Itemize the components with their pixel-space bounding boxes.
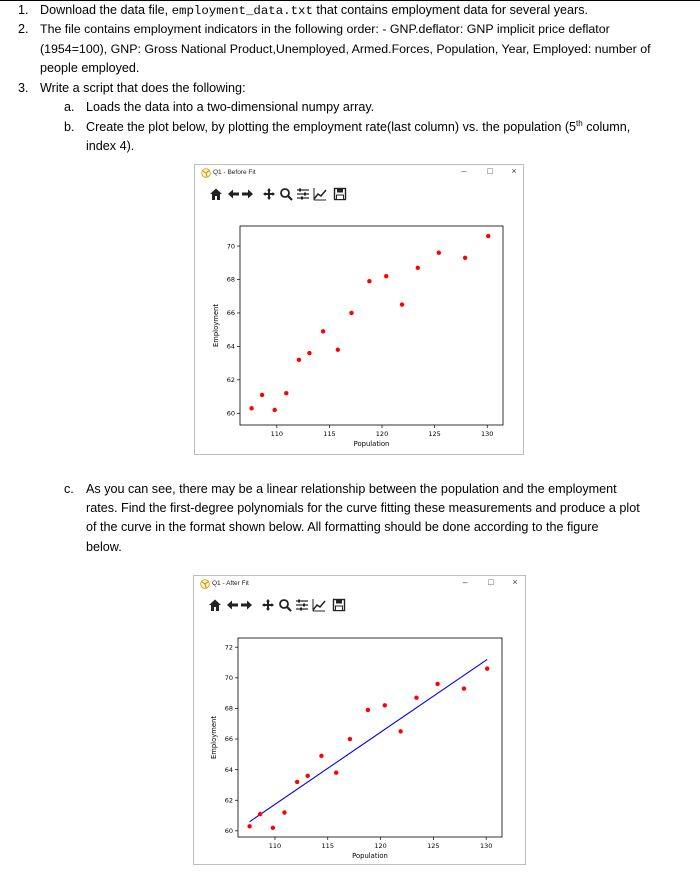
data-point	[486, 234, 490, 238]
x-tick-label: 130	[479, 842, 493, 850]
x-tick-label: 125	[427, 842, 440, 850]
sub-item-c-line-4: below.	[86, 540, 122, 554]
data-point	[463, 256, 467, 260]
data-point	[336, 348, 340, 352]
data-point	[319, 754, 323, 758]
data-point	[462, 686, 466, 690]
data-point	[367, 279, 371, 283]
axes-frame	[240, 226, 503, 425]
x-tick-label: 120	[375, 430, 389, 438]
data-point	[247, 824, 251, 828]
y-axis-label: Employment	[210, 715, 218, 760]
y-tick-label: 64	[226, 342, 235, 351]
y-tick-label: 66	[226, 309, 235, 318]
data-point	[307, 351, 311, 355]
y-tick-label: 66	[224, 735, 233, 744]
x-tick-label: 120	[374, 842, 387, 850]
item-number: 1.	[18, 3, 29, 17]
axes-frame	[238, 638, 502, 837]
x-tick-label: 125	[428, 430, 441, 438]
data-point	[260, 393, 264, 397]
item-1-text: Download the data file, employment_data.txt that contains employment data for several years.	[40, 3, 589, 18]
y-axis-label: Employment	[212, 303, 220, 348]
data-point	[271, 826, 275, 830]
data-point	[416, 266, 420, 270]
y-tick-label: 62	[226, 376, 235, 385]
data-point	[435, 682, 439, 686]
data-point	[414, 696, 418, 700]
y-tick-label: 60	[224, 827, 233, 836]
data-point	[273, 408, 277, 412]
data-point	[366, 708, 370, 712]
data-point	[334, 771, 338, 775]
y-tick-label: 64	[224, 765, 233, 774]
sub-item-b-line-1: Create the plot below, by plotting the employment rate(last column) vs. the population (5th column,	[86, 118, 631, 134]
data-point	[349, 311, 353, 315]
x-tick-label: 115	[321, 842, 334, 850]
data-point	[305, 774, 309, 778]
sub-item-a-number: a.	[64, 100, 75, 114]
data-point	[400, 302, 404, 306]
data-filename: employment_data.txt	[171, 4, 313, 18]
y-tick-label: 68	[226, 275, 235, 284]
sub-item-c-line-3: of the curve in the format shown below. All formatting should be done according to the figure	[86, 520, 599, 534]
list-item-3	[18, 79, 29, 99]
data-point	[295, 780, 299, 784]
y-tick-label: 62	[224, 796, 233, 805]
data-point	[485, 666, 489, 670]
item-3-text: Write a script that does the following:	[40, 81, 246, 95]
data-point	[384, 274, 388, 278]
item-2-line-3: people employed.	[40, 61, 140, 75]
data-point	[284, 391, 288, 395]
figure-window-after-fit	[193, 575, 526, 865]
data-point	[297, 358, 301, 362]
x-axis-label: Population	[352, 852, 388, 860]
list-item-1	[18, 1, 29, 21]
y-tick-label: 70	[224, 674, 233, 682]
close-icon[interactable]: ×	[511, 166, 517, 176]
item-2-line-1: The file contains employment indicators in the following order: - GNP.deflator: GNP implicit price deflator	[40, 22, 610, 36]
window-title: Q1 - Before Fit	[213, 169, 256, 176]
sub-item-c-line-2: rates. Find the first-degree polynomials for the curve fitting these measurements and produce a plot	[86, 501, 640, 515]
sub-item-b-number: b.	[64, 120, 75, 134]
sub-item-c-line-1: As you can see, there may be a linear relationship between the population and the employment	[86, 482, 617, 496]
sub-item-c-number: c.	[64, 482, 74, 496]
data-point	[249, 406, 253, 410]
figure-window-before-fit	[194, 164, 524, 455]
y-tick-label: 70	[226, 242, 235, 251]
y-tick-label: 60	[226, 409, 235, 418]
data-point	[258, 812, 262, 816]
data-point	[437, 251, 441, 255]
data-point	[321, 329, 325, 333]
maximize-icon[interactable]: □	[488, 577, 494, 587]
x-tick-label: 130	[481, 430, 494, 438]
data-point	[383, 703, 387, 707]
item-number: 2.	[18, 22, 29, 36]
sub-item-a-text: Loads the data into a two-dimensional numpy array.	[86, 100, 375, 114]
data-point	[398, 729, 402, 733]
data-point	[348, 737, 352, 741]
close-icon[interactable]: ×	[512, 577, 518, 587]
minimize-icon[interactable]: –	[462, 577, 468, 587]
sub-item-b-line-2: index 4).	[86, 139, 135, 153]
x-tick-label: 115	[323, 430, 336, 438]
fit-line	[250, 659, 488, 821]
x-tick-label: 110	[268, 842, 282, 850]
item-number: 3.	[18, 81, 29, 95]
list-item-2	[18, 20, 29, 40]
maximize-icon[interactable]: □	[487, 166, 493, 176]
minimize-icon[interactable]: –	[461, 166, 467, 176]
plot-area-before-fit	[195, 165, 525, 456]
data-point	[282, 810, 286, 814]
x-axis-label: Population	[353, 440, 390, 448]
item-2-line-2: (1954=100), GNP: Gross National Product,Unemployed, Armed.Forces, Population, Year, Employed: number of	[40, 42, 651, 56]
plot-area-after-fit	[194, 576, 527, 866]
x-tick-label: 110	[270, 430, 284, 438]
window-title: Q1 - After Fit	[212, 580, 249, 587]
y-tick-label: 68	[224, 704, 233, 713]
y-tick-label: 72	[224, 643, 233, 652]
